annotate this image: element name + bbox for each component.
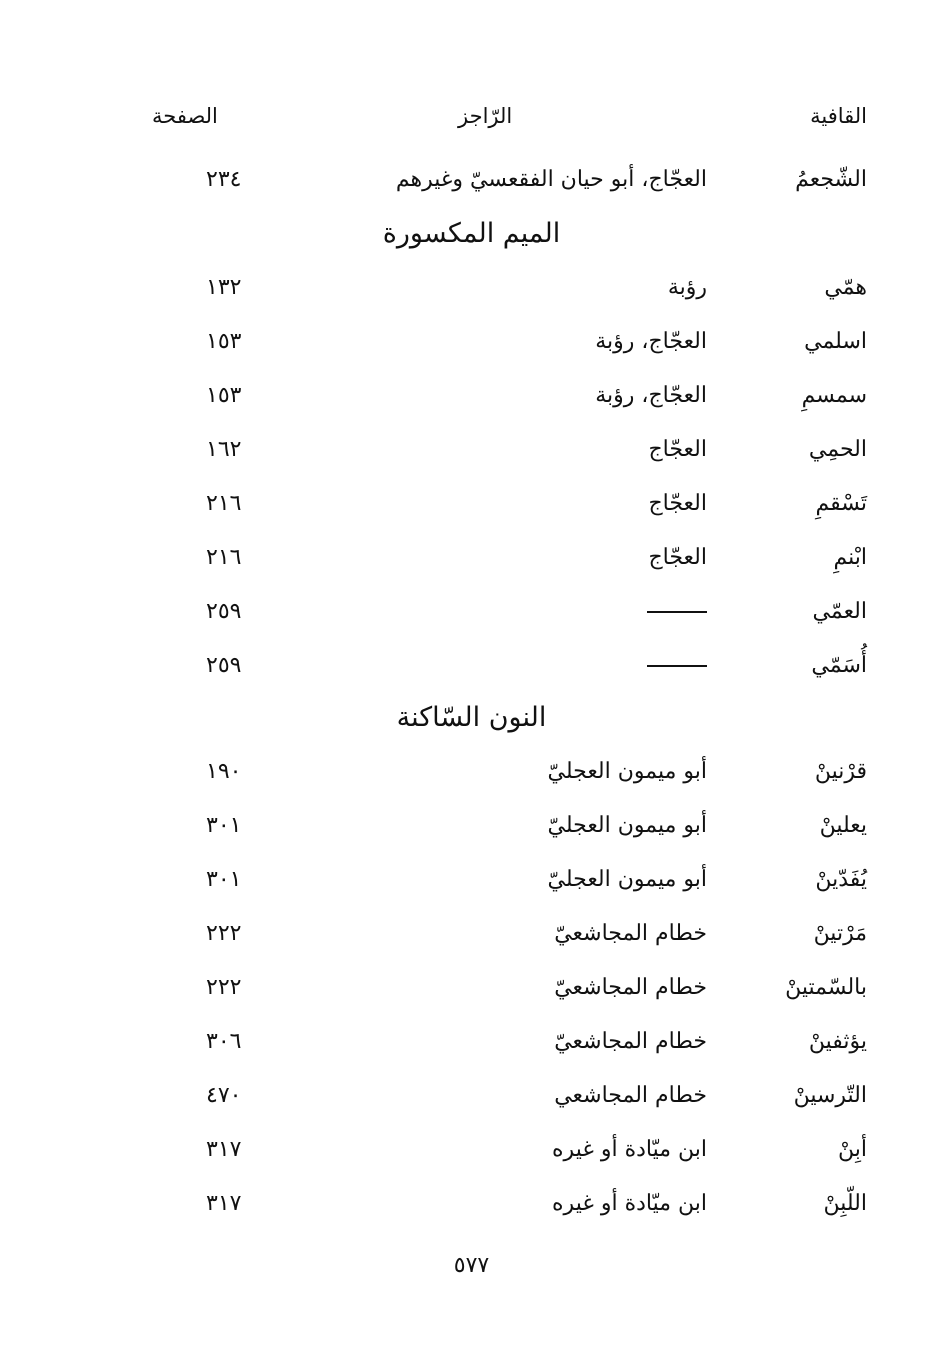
table-row [0,268,943,308]
table-row [0,430,943,470]
rajiz-cell: العجّاج [648,545,707,570]
page-cell: ٢٥٩ [206,599,242,624]
table-row [0,484,943,524]
header-rajiz: الرّاجز [458,104,513,128]
page-cell: ٤٧٠ [206,1083,242,1108]
page-cell: ٣١٧ [206,1191,242,1216]
header-page: الصفحة [152,104,218,128]
page-number: ٥٧٧ [453,1253,490,1278]
page-cell: ٢١٦ [206,491,242,516]
table-row [0,1022,943,1062]
page-cell: ٣١٧ [206,1137,242,1162]
qafiya-cell: سمسمِ [801,383,867,408]
page-cell: ٢١٦ [206,545,242,570]
qafiya-cell: اسلمي [804,329,867,354]
page-cell: ١٩٠ [206,759,242,784]
page-cell: ٣٠٦ [206,1029,242,1054]
rajiz-cell: رؤبة [667,275,707,300]
page-cell: ٣٠١ [206,867,242,892]
qafiya-cell: الحمِي [808,437,867,462]
rajiz-cell: خطام المجاشعي [554,1083,707,1108]
rajiz-cell: العجّاج، أبو حيان الفقعسيّ وغيرهم [395,167,707,192]
qafiya-cell: اللّبِنْ [823,1191,867,1216]
qafiya-cell: أبِنْ [838,1137,867,1162]
section-title-meem: الميم المكسورة [382,218,561,249]
rajiz-cell: العجّاج، رؤبة [595,329,707,354]
qafiya-cell: الشّجعمُ [795,167,867,192]
page-cell: ٢٥٩ [206,653,242,678]
page-cell: ٣٠١ [206,813,242,838]
rajiz-dash [647,646,707,686]
table-row [0,968,943,1008]
rajiz-cell: العجّاج [648,491,707,516]
qafiya-cell: أُسَمّي [811,653,867,678]
page-cell: ١٣٢ [206,275,242,300]
qafiya-cell: يؤثفينْ [808,1029,867,1054]
table-row [0,160,943,200]
rajiz-cell: خطام المجاشعيّ [554,975,707,1000]
qafiya-cell: يُفَدّينْ [815,867,867,892]
table-row [0,752,943,792]
table-row [0,592,943,632]
table-row [0,806,943,846]
rajiz-cell: ابن ميّادة أو غيره [552,1191,707,1216]
section-title-noon: النون السّاكنة [396,702,547,733]
table-row [0,860,943,900]
table-header [0,96,943,136]
rajiz-cell: أبو ميمون العجليّ [547,759,707,784]
table-row [0,1076,943,1116]
rajiz-cell: العجّاج، رؤبة [595,383,707,408]
qafiya-cell: تَسْقمِ [815,491,867,516]
qafiya-cell: قرْنينْ [814,759,867,784]
qafiya-cell: همّي [824,275,867,300]
page-cell: ٢٢٢ [206,975,242,1000]
qafiya-cell: مَرْتينْ [813,921,867,946]
qafiya-cell: التّرسينْ [793,1083,867,1108]
table-row [0,322,943,362]
table-row [0,1184,943,1224]
rajiz-dash [647,592,707,632]
rajiz-cell: خطام المجاشعيّ [554,1029,707,1054]
qafiya-cell: بالسّمتينْ [785,975,867,1000]
page-cell: ٢٣٤ [206,167,242,192]
dash-line [647,611,707,613]
rajiz-cell: العجّاج [648,437,707,462]
page-cell: ١٥٣ [206,329,242,354]
header-qafiya: القافية [810,104,867,128]
dash-line [647,665,707,667]
rajiz-cell: خطام المجاشعيّ [554,921,707,946]
table-row [0,376,943,416]
rajiz-cell: أبو ميمون العجليّ [547,813,707,838]
table-row [0,538,943,578]
rajiz-cell: ابن ميّادة أو غيره [552,1137,707,1162]
table-row [0,914,943,954]
rajiz-cell: أبو ميمون العجليّ [547,867,707,892]
page-cell: ١٦٢ [206,437,242,462]
qafiya-cell: ابْنمِ [833,545,867,570]
page-cell: ٢٢٢ [206,921,242,946]
qafiya-cell: يعلينْ [819,813,867,838]
page-cell: ١٥٣ [206,383,242,408]
table-row [0,646,943,686]
table-row [0,1130,943,1170]
qafiya-cell: العمّي [812,599,867,624]
